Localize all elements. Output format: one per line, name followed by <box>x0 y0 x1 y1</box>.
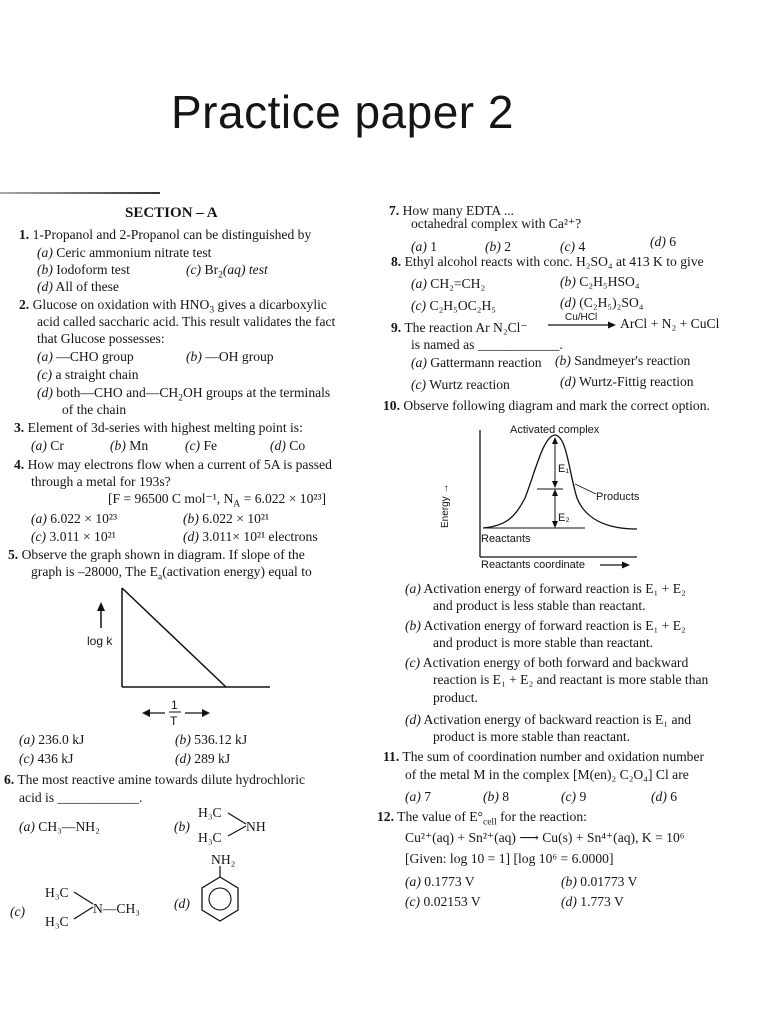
e2-label: E₂ <box>558 512 570 524</box>
option-b: —OH group <box>205 349 274 364</box>
option-d: 6 <box>670 789 678 804</box>
y-axis-label: log k <box>87 634 113 648</box>
option-d: 289 kJ <box>194 751 231 766</box>
question-text: graph is –28000, The $E_a(activation$ energy) equal to <box>31 564 312 583</box>
x-axis-numerator: 1 <box>171 698 178 712</box>
activated-complex-label: Activated complex <box>510 424 600 436</box>
option-c: 0.02153 V <box>423 894 481 909</box>
up-arrow-icon <box>97 602 105 628</box>
option-c: 4 <box>578 239 586 254</box>
x-axis-label: Reactants coordinate <box>481 559 585 571</box>
option-d: Wurtz-Fittig reaction <box>579 374 694 389</box>
option-c: Fe <box>203 438 218 453</box>
reaction-equation: Cu²⁺(aq) + Sn²⁺(aq) ⟶ Cu(s) + Sn⁴⁺(aq), K = 10⁶ <box>405 830 685 845</box>
question-text: The value of $E^\circ_{cell}$ for the reaction: <box>397 809 587 828</box>
option-a: 236.0 kJ <box>38 732 85 747</box>
given-data: [Given: log 10 = 1] [log 10⁶ = 6.0000] <box>405 851 614 866</box>
option-b: 536.12 kJ <box>194 732 248 747</box>
option-label: (b) <box>174 819 190 834</box>
question-text: 1-Propanol and 2-Propanol can be distinguished by <box>32 227 312 242</box>
option-b: 0.01773 V <box>580 874 638 889</box>
option-c: 3.011 × 10²¹ <box>49 529 116 544</box>
option-a: CH₃—NH₂ <box>38 819 100 834</box>
title-rule <box>0 192 160 194</box>
option-d: (C₂H₅)₂SO₄ <box>579 295 644 310</box>
option-c: Wurtz reaction <box>429 377 510 392</box>
option-d: Co <box>289 438 306 453</box>
question-number: 2. <box>19 297 30 312</box>
given-data: [F = 96500 C mol⁻¹, $N_A = 6.022 \times 10^{23}$] <box>108 491 327 510</box>
option-c-continued: product. <box>433 690 478 705</box>
option-a-continued: and product is less stable than reactant. <box>433 598 646 613</box>
option-label: (b) <box>37 262 53 277</box>
question-text: of the metal M in the complex [M(en)₂ C₂O₄] Cl are <box>405 767 689 782</box>
option-a: 6.022 × 10²³ <box>50 511 118 526</box>
question-text: octahedral complex with Ca²⁺? <box>411 216 582 231</box>
question-text: The most reactive amine towards dilute hydrochloric <box>17 772 305 787</box>
question-text: How may electrons flow when a current of 5A is passed <box>27 457 332 472</box>
graph-line <box>122 588 226 687</box>
option-a: Activation energy of forward reaction is E₁ + E₂ <box>423 581 686 596</box>
option-c: Activation energy of both forward and backward <box>422 655 689 670</box>
option-a: Cr <box>50 438 64 453</box>
right-arrow-icon <box>598 560 632 570</box>
question-text: Observe the graph shown in diagram. If slope of the <box>21 547 305 562</box>
products-label: Products <box>596 491 640 503</box>
option-d: 6 <box>669 234 677 249</box>
rate-graph <box>80 580 280 730</box>
page-title: Practice paper 2 <box>171 86 514 138</box>
arrow-label: Cu/HCl <box>565 312 598 323</box>
option-d-continued: product is more stable than reactant. <box>433 729 631 744</box>
question-number: 1. <box>19 227 30 242</box>
option-c: a straight chain <box>55 367 139 382</box>
option-c: C₂H₅OC₂H₅ <box>429 298 497 313</box>
option-b: Mn <box>129 438 149 453</box>
option-a: CH₂=CH₂ <box>430 276 486 291</box>
option-label: (d) <box>174 896 190 911</box>
option-d: 3.011× 10²¹ electrons <box>202 529 318 544</box>
option-b: Iodoform test <box>56 262 130 277</box>
option-b: 2 <box>504 239 512 254</box>
option-b: C₂H₅HSO₄ <box>579 274 640 289</box>
energy-axis-label: Energy → <box>440 483 451 528</box>
reactants-label: Reactants <box>481 533 531 545</box>
option-c: 436 kJ <box>37 751 74 766</box>
section-heading: SECTION – A <box>125 205 218 221</box>
option-c: 9 <box>579 789 587 804</box>
option-a: 7 <box>424 789 432 804</box>
question-text: Glucose on oxidation with $HNO_3$ gives a dicarboxylic <box>32 297 327 316</box>
question-text: The sum of coordination number and oxidation number <box>402 749 705 764</box>
benzene-ring-icon <box>198 866 242 928</box>
option-b: Sandmeyer's reaction <box>574 353 691 368</box>
option-b: 8 <box>502 789 510 804</box>
option-label: (c) <box>10 904 26 919</box>
question-text: that Glucose possesses: <box>37 331 165 346</box>
option-c: $Br_2(aq)$ test <box>204 262 268 281</box>
option-a: 0.1773 V <box>424 874 475 889</box>
option-label: (a) <box>37 245 53 260</box>
option-b: Activation energy of forward reaction is E₁ + E₂ <box>423 618 686 633</box>
e1-label: E₁ <box>558 463 570 475</box>
option-label: (d) <box>37 279 53 294</box>
reaction-products: ArCl + N₂ + CuCl <box>620 316 720 331</box>
option-a: —CHO group <box>56 349 134 364</box>
question-text: acid is ____________. <box>19 790 143 805</box>
question-text: Ethyl alcohol reacts with conc. H₂SO₄ at 413 K to give <box>404 254 704 269</box>
option-d: All of these <box>55 279 119 294</box>
option-label: (c) <box>186 262 202 277</box>
option-d: Activation energy of backward reaction is E₁ and <box>423 712 692 727</box>
question-text: through a metal for 193s? <box>31 474 171 489</box>
option-a: 1 <box>430 239 438 254</box>
option-c-continued: reaction is E₁ + E₂ and reactant is more stable than <box>433 672 709 687</box>
option-b: 6.022 × 10²¹ <box>202 511 270 526</box>
option-d-continued: of the chain <box>62 402 127 417</box>
option-a: Gattermann reaction <box>430 355 542 370</box>
option-a: Ceric ammonium nitrate test <box>56 245 212 260</box>
question-text: Observe following diagram and mark the correct option. <box>403 398 710 413</box>
x-axis-denominator: T <box>170 714 178 728</box>
question-text: The reaction Ar N₂Cl⁻ <box>404 320 528 335</box>
option-b-continued: and product is more stable than reactant. <box>433 635 654 650</box>
reaction-arrow-icon <box>546 320 618 330</box>
question-text: Element of 3d-series with highest melting point is: <box>27 420 303 435</box>
option-d: both—CHO $and—CH_2OH$ groups at the terminals <box>56 385 331 404</box>
option-d: 1.773 V <box>580 894 624 909</box>
question-text: is named as ____________. <box>411 337 563 352</box>
question-text: How many EDTA ... <box>402 203 515 218</box>
question-text: acid called saccharic acid. This result validates the fact <box>37 314 336 329</box>
